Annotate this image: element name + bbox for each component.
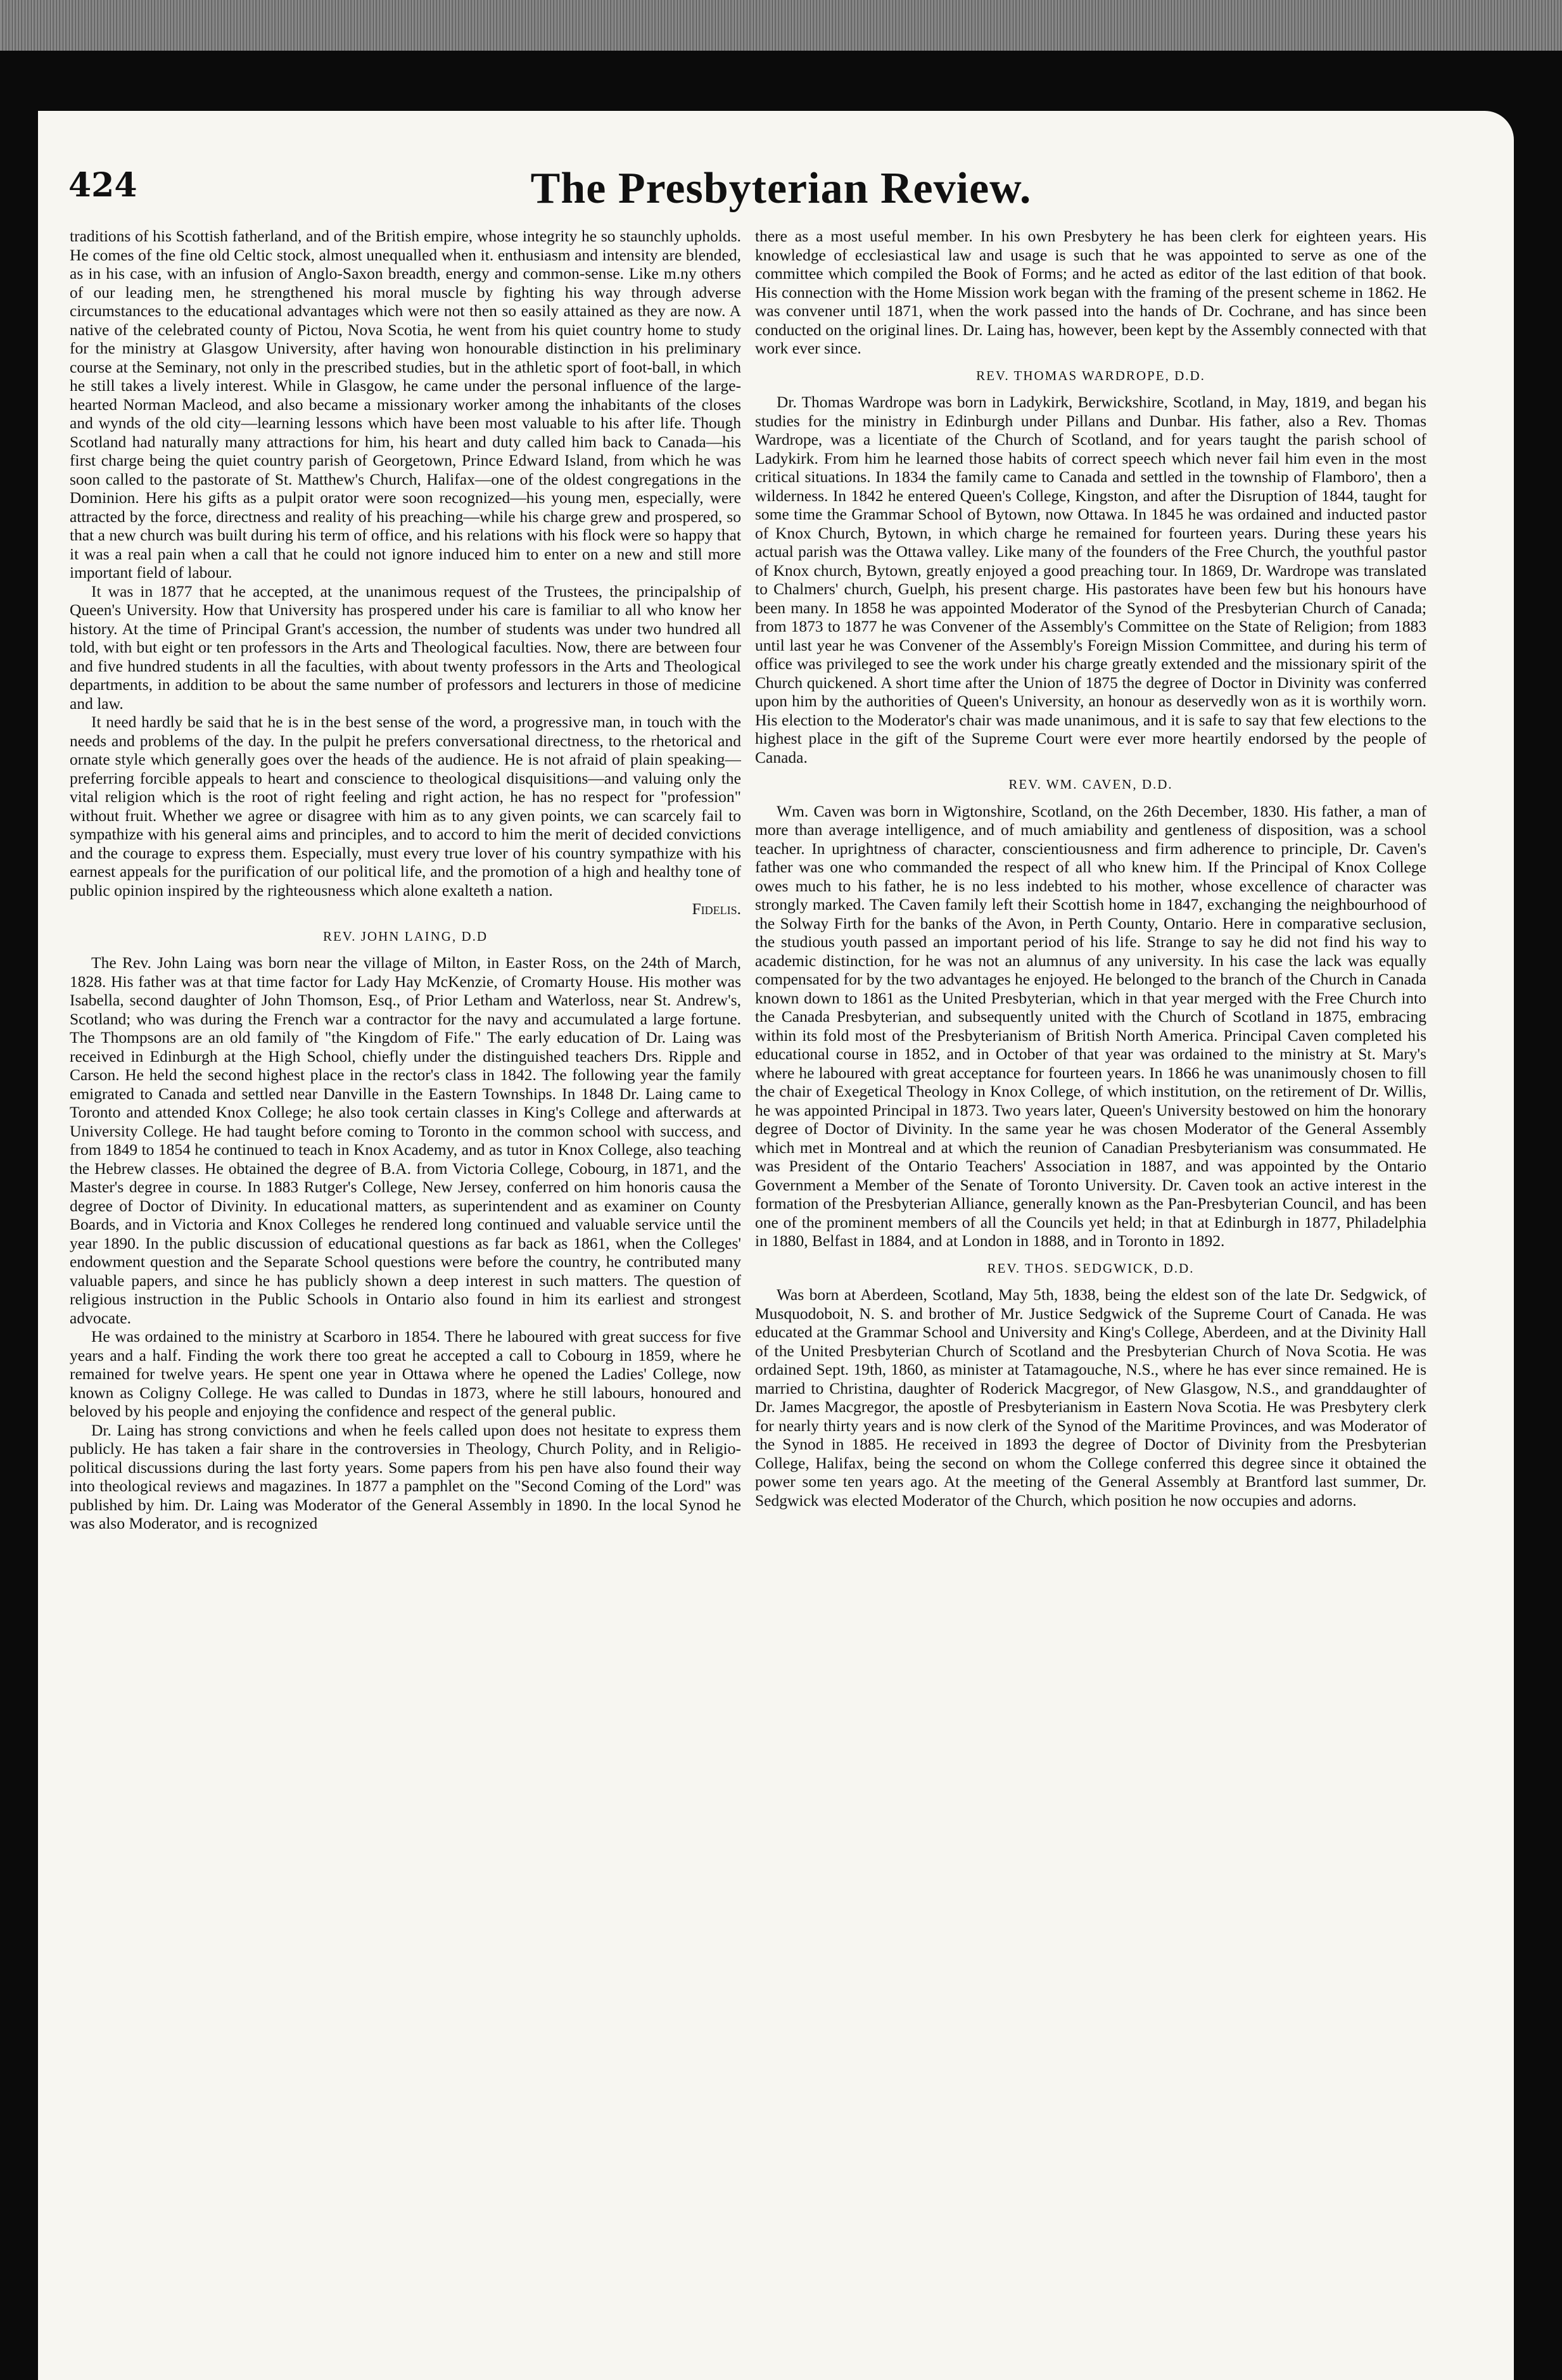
paragraph-laing-birth: The Rev. John Laing was born near the village of Milton, in Easter Ross, on the 24th of March, 1828. His father was at that time factor for Lady Hay McKenzie, of Cromarty House. His mother was Isabella, second daughter of John Thomson, Esq., of Prior Letham and Waterloss, near St. Andrew's, Scotland; who was during the French war a contractor for the navy and accumulated a large fortune. The Thompsons are an old family of "the Kingdom of Fife." The early education of Dr. Laing was received in Edinburgh at the High School, chiefly under the distinguished teachers Drs. Ripple and Carson. He held the second highest place in the rector's class in 1842. The following year the family emigrated to Canada and settled near Danville in the Eastern Townships. In 1848 Dr. Laing came to Toronto and attended Knox College; he also took certain classes in King's College and afterwards at University College. He had taught before coming to Toronto in the common school with success, and from 1849 to 1854 he continued to teach in Knox Academy, and as tutor in Knox College, also teaching the Hebrew classes. He obtained the degree of B.A. from Victoria College, Cobourg, in 1871, and the Master's degree in course. In 1883 Rutger's College, New Jersey, conferred on him honoris causa the degree of Doctor of Divinity. In educational matters, as superintendent and as examiner on County Boards, and in Victoria and Knox Colleges he rendered long continued and valuable service until the year 1890. In the public discussion of educational questions as far back as 1861, when the Colleges' endowment question and the Separate School questions were before the country, he contributed many valuable papers, and since he has publicly shown a deep interest in such matters. The question of religious instruction in the Public Schools in Ontario also found in him its earliest and strongest advocate.: [70, 953, 741, 1327]
paragraph-laing-continued: there as a most useful member. In his own Presbytery he has been clerk for eighteen years. His knowledge of ecclesiastical law and usage is such that he was appointed to serve as one of the committee which compiled the Book of Forms; and he acted as editor of the last edition of that book. His connection with the Home Mission work began with the framing of the present scheme in 1862. He was convener until 1871, when the work passed into the hands of Dr. Cochrane, and has since been conducted on the original lines. Dr. Laing has, however, been kept by the Assembly connected with that work ever since.: [755, 227, 1426, 357]
paragraph-wardrope: Dr. Thomas Wardrope was born in Ladykirk, Berwickshire, Scotland, in May, 1819, and began his studies for the ministry in Edinburgh under Pillans and Dunbar. His father, also a Rev. Thomas Wardrope, was a licentiate of the Church of Scotland, and for years taught the parish school of Ladykirk. From him he learned those habits of correct speech which never fail him even in the most critical situations. In 1834 the family came to Canada and settled in the township of Flamboro', then a wilderness. In 1842 he entered Queen's College, Kingston, and after the Disruption of 1844, taught for some time the Grammar School of Bytown, now Ottawa. In 1845 he was ordained and inducted pastor of Knox Church, Bytown, in which charge he remained for fourteen years. During these years his actual parish was the Ottawa valley. Like many of the founders of the Free Church, the youthful pastor of Knox church, Bytown, greatly enjoyed a good preaching tour. In 1869, Dr. Wardrope was translated to Chalmers' church, Guelph, his present charge. His pastorates have been few but his honours have been many. In 1858 he was appointed Moderator of the Synod of the Presbyterian Church of Canada; from 1873 to 1877 he was Convener of the Assembly's Committee on the State of Religion; from 1883 until last year he was Convener of the Assembly's Foreign Mission Committee, and during his term of office was privileged to see the work under his charge greatly extended and the missionary spirit of the Church quickened. A short time after the Union of 1875 the degree of Doctor in Divinity was conferred upon him by the authorities of Queen's University, an honour as deservedly won as it is worthily worn. His election to the Moderator's chair was made unanimous, and it is safe to say that few elections to the highest place in the gift of the Supreme Court were ever more heartily endorsed by the people of Canada.: [755, 393, 1426, 767]
paragraph-grant-traditions: traditions of his Scottish fatherland, and of the British empire, whose integrity he so staunchly upholds. He comes of the fine old Celtic stock, almost unequalled when it. enthusiasm and intensity are blended, as in his case, with an infusion of Anglo-Saxon breadth, energy and common-sense. Like m.ny others of our leading men, he strengthened his moral muscle by fighting his way through adverse circumstances to the educational advantages which were not then so easily attained as they are now. A native of the celebrated county of Pictou, Nova Scotia, he went from his quiet country home to study for the ministry at Glasgow University, after having won honourable distinction in his preliminary course at the Seminary, not only in the prescribed studies, but in the athletic sport of foot-ball, in which he still takes a lively interest. While in Glasgow, he came under the personal influence of the large-hearted Norman Macleod, and also became a missionary worker among the inhabitants of the closes and wynds of the old city—learning lessons which have been most valuable to his after life. Though Scotland had naturally many attractions for him, his heart and duty called him back to Canada—his first charge being the quiet country parish of Georgetown, Prince Edward Island, from which he was soon called to the pastorate of St. Matthew's Church, Halifax—one of the oldest congregations in the Dominion. Here his gifts as a pulpit orator were soon recognized—his young men, especially, were attracted by the force, directness and reality of his preaching—while his charge grew and prospered, so that a new church was built during his term of office, and his relations with his flock were so happy that it was a real pain when a call that he could not ignore induced him to enter on a new and still more important field of labour.: [70, 227, 741, 582]
scan-noise-band: [0, 0, 1562, 51]
paragraph-caven: Wm. Caven was born in Wigtonshire, Scotland, on the 26th December, 1830. His father, a man of more than average intelligence, and of much amiability and gentleness of disposition, was a school teacher. In uprightness of character, conscientiousness and firm adherence to principle, Dr. Caven's father was one who commanded the respect of all who knew him. If the Principal of Knox College owes much to his father, he is no less indebted to his mother, whose excellence of character was strongly marked. The Caven family left their Scottish home in 1847, exchanging the neighbourhood of the Solway Firth for the banks of the Avon, in Perth County, Ontario. Here in comparative seclusion, the studious youth passed an important period of his life. Strange to say he did not find his way to academic distinction, for he was not an alumnus of any university. In his case the lack was equally compensated for by the two advantages he enjoyed. He belonged to the branch of the Church in Canada known down to 1861 as the United Presbyterian, which in that year merged with the Free Church into the Canada Presbyterian, and subsequently united with the Church of Scotland in 1875, embracing within its fold most of the Presbyterianism of British North America. Principal Caven completed his educational course in 1852, and in October of that year was ordained to the ministry at St. Mary's where he laboured with great acceptance for fourteen years. In 1866 he was unanimously chosen to fill the chair of Exegetical Theology in Knox College, of which institution, on the retirement of Dr. Willis, he was appointed Principal in 1873. Two years later, Queen's University bestowed on him the honorary degree of Doctor of Divinity. In the same year he was chosen Moderator of the General Assembly which met in Montreal and at which the reunion of Canadian Presbyterianism was consummated. He was President of the Ontario Teachers' Association in 1887, and was appointed by the Ontario Government a Member of the Senate of Toronto University. Dr. Caven took an active interest in the formation of the Presbyterian Alliance, generally known as the Pan-Presbyterian Council, and has been one of the prominent members of all the Councils yet held; in that at Edinburgh in 1877, Philadelphia in 1880, Belfast in 1884, and at London in 1888, and in Toronto in 1892.: [755, 801, 1426, 1250]
section-heading-laing: REV. JOHN LAING, D.D: [322, 928, 488, 944]
paragraph-laing-ordination: He was ordained to the ministry at Scarboro in 1854. There he laboured with great success for five years and a half. Finding the work there too great he accepted a call to Cobourg in 1859, where he remained for twelve years. He spent one year in Ottawa where he opened the Ladies' College, now known as Coligny College. He was called to Dundas in 1873, where he still labours, honoured and beloved by his people and enjoying the confidence and respect of the general public.: [70, 1327, 741, 1420]
paragraph-sedgwick: Was born at Aberdeen, Scotland, May 5th, 1838, being the eldest son of the late Dr. Sedgwick, of Musquodoboit, N. S. and brother of Mr. Justice Sedgwick of the Supreme Court of Canada. He was educated at the Grammar School and University and King's College, Aberdeen, and at the Divinity Hall of the United Presbyterian Church of Scotland and the Presbyterian Church of Nova Scotia. He was ordained Sept. 19th, 1860, as minister at Tatamagouche, N.S., where he has ever since remained. He is married to Christina, daughter of Roderick Macgregor, of New Glasgow, N.S., and granddaughter of Dr. James Macgregor, the apostle of Presbyterianism in Eastern Nova Scotia. He was Presbytery clerk for nearly thirty years and is now clerk of the Synod of the Maritime Provinces, and was Moderator of the Synod in 1885. He received in 1893 the degree of Doctor of Divinity from the Presbyterian College, Halifax, being the second on whom the College conferred this degree since it obtained the power some ten years ago. At the meeting of the General Assembly at Brantford last summer, Dr. Sedgwick was elected Moderator of the Church, which position he now occupies and adorns.: [755, 1285, 1426, 1510]
paragraph-grant-principalship: It was in 1877 that he accepted, at the unanimous request of the Trustees, the principalship of Queen's University. How that University has prospered under his care is familiar to all who know her history. At the time of Principal Grant's accession, the number of students was under two hundred all told, with but eight or ten professors in the Arts and Theological faculties. Now, there are between four and five hundred students in all the faculties, with about twenty professors in the Arts and Theological departments, in addition to be about the same number of professors and lecturers in those of medicine and law.: [70, 582, 741, 713]
section-heading-caven: REV. WM. CAVEN, D.D.: [1008, 777, 1173, 792]
right-column: [755, 227, 1426, 2374]
running-head: The Presbyterian Review.: [530, 164, 1032, 213]
signature-fidelis: Fidelis.: [692, 900, 741, 918]
paragraph-laing-convictions: Dr. Laing has strong convictions and when he feels called upon does not hesitate to express them publicly. He has taken a fair share in the controversies in Theology, Church Polity, and in Religio-political discussions during the last forty years. Some papers from his pen have also found their way into theological reviews and magazines. In 1877 a pamphlet on the "Second Coming of the Lord" was published by him. Dr. Laing was Moderator of the General Assembly in 1890. In the local Synod he was also Moderator, and is recognized: [70, 1420, 741, 1532]
section-heading-sedgwick: REV. THOS. SEDGWICK, D.D.: [987, 1260, 1195, 1276]
page-number: 424: [68, 166, 137, 205]
left-column: [70, 227, 741, 2374]
section-heading-wardrope: REV. THOMAS WARDROPE, D.D.: [976, 367, 1205, 383]
paragraph-grant-progressive: It need hardly be said that he is in the best sense of the word, a progressive man, in touch with the needs and problems of the day. In the pulpit he prefers conversational directness, to the rhetorical and ornate style which generally goes over the heads of the audience. He is not afraid of plain speaking—preferring forcible appeals to heart and conscience to theological disquisitions—and valuing only the vital religion which is the root of right feeling and right action, he has no respect for "profession" without fruit. Whether we agree or disagree with him as to any given points, we can scarcely fail to sympathize with his general aims and principles, and to accord to him the merit of decided convictions and the courage to express them. Especially, must every true lover of his country sympathize with his earnest appeals for the purification of our political life, and the promotion of a high and healthy tone of public opinion inspired by the righteousness which alone exalteth a nation.: [70, 713, 741, 900]
